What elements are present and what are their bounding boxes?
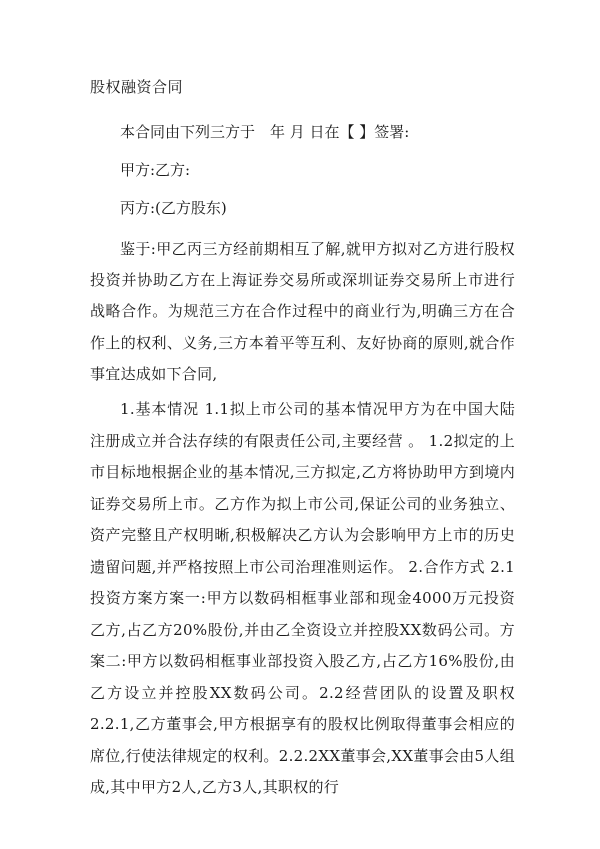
party-a-b-line: 甲方:乙方:: [120, 161, 191, 179]
preamble-paragraph: 鉴于:甲乙丙三方经前期相互了解,就甲方拟对乙方进行股权投资并协助乙方在上海证券交易所或深圳证券交易所上市进行战略合作。为规范三方在合作过程中的商业行为,明确三方在合作上的权利、义务,三方本着平等互利、友好协商的原则,就合作事宜达成如下合同,: [90, 240, 515, 383]
terms-paragraph: 1.基本情况 1.1拟上市公司的基本情况甲方为在中国大陆注册成立并合法存续的有限责任公司,主要经营 。 1.2拟定的上市目标地根据企业的基本情况,三方拟定,乙方将协助甲方到境内证券交易所上市。乙方作为拟上市公司,保证公司的业务独立、资产完整且产权明晰,积极解决乙方认为会影响甲方上市的历史遗留问题,并严格按照上市公司治理准则运作。 2.合作方式 2.1投资方案方案一:甲方以数码相框事业部和现金4000万元投资乙方,占乙方20%股份,并由乙全资设立并控股XX数码公司。方案二:甲方以数码相框事业部投资入股乙方,占乙方16%股份,由乙方设立并控股XX数码公司。2.2经营团队的设置及职权 2.2.1,乙方董事会,甲方根据享有的股权比例取得董事会相应的席位,行使法律规定的权利。2.2.2XX董事会,XX董事会由5人组成,其中甲方2人,乙方3人,其职权的行: [90, 400, 515, 796]
party-c-line: 丙方:(乙方股东): [120, 199, 227, 217]
document-title: 股权融资合同: [90, 78, 184, 96]
parties-intro: 本合同由下列三方于 年 月 日在【 】签署:: [120, 123, 410, 141]
